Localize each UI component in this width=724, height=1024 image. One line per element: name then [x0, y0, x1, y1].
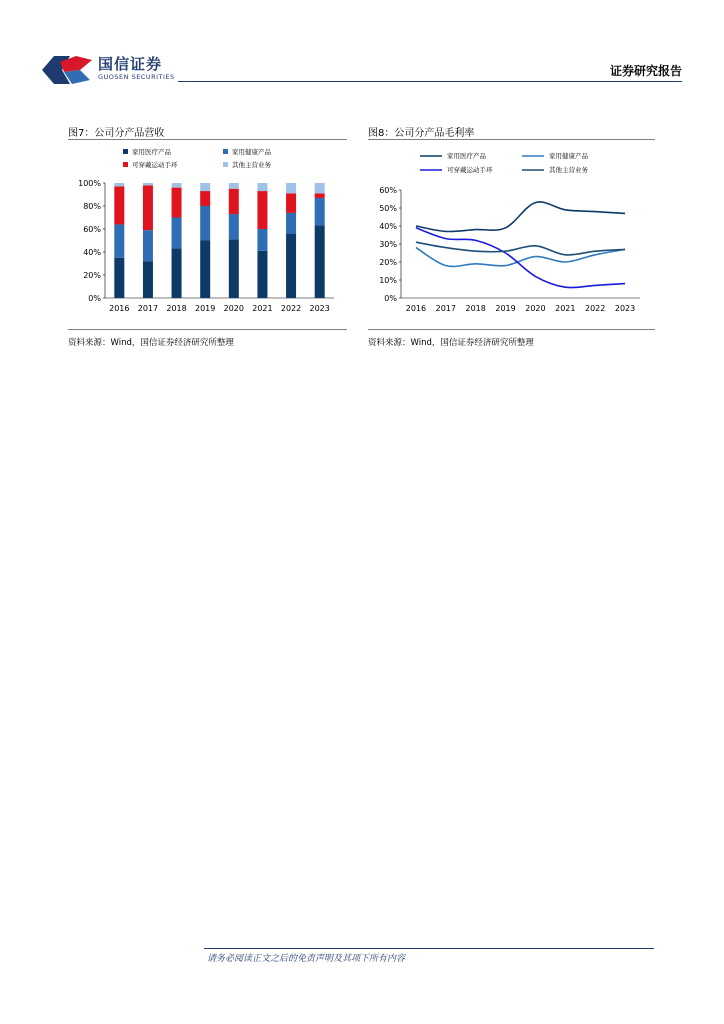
- series-line: [416, 202, 625, 232]
- bar-segment: [286, 183, 296, 193]
- x-tick-label: 2016: [109, 304, 130, 313]
- legend-label: 其他主营业务: [232, 161, 271, 169]
- bar-segment: [114, 183, 124, 186]
- x-tick-label: 2021: [555, 304, 576, 313]
- figure8-title: 图8：公司分产品毛利率: [368, 128, 475, 139]
- bar-segment: [114, 186, 124, 224]
- y-tick-label: 20%: [83, 271, 101, 280]
- y-tick-label: 10%: [379, 276, 397, 285]
- bar-segment: [200, 206, 210, 241]
- bar-segment: [172, 249, 182, 298]
- x-tick-label: 2019: [495, 304, 516, 313]
- figure7-stacked-bar-chart: [68, 142, 348, 320]
- x-tick-label: 2023: [614, 304, 636, 313]
- y-tick-label: 0%: [384, 294, 397, 303]
- legend-swatch: [223, 149, 228, 154]
- y-tick-label: 100%: [78, 179, 101, 188]
- bar-segment: [172, 218, 182, 249]
- bar-segment: [286, 213, 296, 234]
- legend-label: 家用医疗产品: [447, 152, 486, 160]
- bar-segment: [229, 189, 239, 214]
- bar-segment: [143, 230, 153, 261]
- bar-segment: [143, 183, 153, 185]
- bar-segment: [172, 183, 182, 188]
- report-type: 证券研究报告: [609, 64, 682, 78]
- footer-disclaimer: 请务必阅读正文之后的免责声明及其项下所有内容: [207, 954, 406, 964]
- logo-chinese-name: 国信证券: [98, 55, 163, 73]
- bar-segment: [257, 183, 267, 191]
- figure8-source: 资料来源：Wind，国信证券经济研究所整理: [368, 338, 534, 348]
- x-tick-label: 2019: [195, 304, 216, 313]
- bar-segment: [229, 239, 239, 298]
- legend-label: 其他主营业务: [549, 166, 588, 174]
- figure8-line-chart: [368, 142, 655, 320]
- bar-segment: [200, 191, 210, 206]
- y-tick-label: 60%: [379, 186, 397, 195]
- bar-segment: [315, 183, 325, 193]
- logo-english-name: GUOSEN SECURITIES: [98, 73, 175, 81]
- x-tick-label: 2022: [280, 304, 302, 313]
- bar-segment: [257, 229, 267, 251]
- header-divider: [178, 81, 682, 82]
- legend-swatch: [123, 162, 128, 167]
- legend-label: 家用健康产品: [232, 148, 271, 156]
- bar-segment: [315, 198, 325, 226]
- x-tick-label: 2022: [585, 304, 606, 313]
- x-tick-label: 2021: [252, 304, 273, 313]
- bar-segment: [200, 241, 210, 299]
- series-line: [416, 228, 625, 288]
- bar-segment: [286, 193, 296, 213]
- footer-divider: [204, 948, 654, 949]
- x-tick-label: 2017: [137, 304, 159, 313]
- figure7-title: 图7：公司分产品营收: [68, 128, 165, 139]
- legend-label: 可穿戴运动手环: [447, 166, 493, 174]
- bar-segment: [172, 188, 182, 218]
- legend-swatch: [223, 162, 228, 167]
- x-tick-label: 2020: [223, 304, 244, 313]
- y-tick-label: 20%: [379, 258, 397, 267]
- bar-segment: [315, 193, 325, 198]
- y-tick-label: 40%: [379, 222, 397, 231]
- y-tick-label: 60%: [83, 225, 101, 234]
- legend-label: 可穿戴运动手环: [132, 161, 178, 169]
- bar-segment: [200, 183, 210, 191]
- figure8-top-rule: [368, 139, 655, 140]
- y-tick-label: 40%: [83, 248, 101, 257]
- bar-segment: [257, 191, 267, 229]
- legend-swatch: [123, 149, 128, 154]
- x-tick-label: 2018: [465, 304, 486, 313]
- figure7-source: 资料来源：Wind，国信证券经济研究所整理: [68, 338, 234, 348]
- y-tick-label: 80%: [83, 202, 101, 211]
- bar-segment: [143, 261, 153, 298]
- bar-segment: [315, 226, 325, 298]
- x-tick-label: 2016: [405, 304, 427, 313]
- x-tick-label: 2023: [309, 304, 330, 313]
- y-tick-label: 50%: [379, 204, 397, 213]
- legend-label: 家用医疗产品: [132, 148, 171, 156]
- figure7-bottom-rule: [68, 329, 347, 330]
- bar-segment: [143, 185, 153, 230]
- bar-segment: [257, 251, 267, 298]
- series-line: [416, 242, 625, 255]
- bar-segment: [114, 224, 124, 257]
- bar-segment: [229, 214, 239, 239]
- figure8-bottom-rule: [368, 329, 655, 330]
- x-tick-label: 2017: [435, 304, 456, 313]
- legend-label: 家用健康产品: [549, 152, 588, 160]
- x-tick-label: 2018: [166, 304, 187, 313]
- bar-segment: [286, 234, 296, 298]
- figure7-top-rule: [68, 139, 347, 140]
- series-line: [416, 248, 625, 267]
- bar-segment: [229, 183, 239, 189]
- bar-segment: [114, 258, 124, 298]
- y-tick-label: 0%: [88, 294, 101, 303]
- y-tick-label: 30%: [379, 240, 397, 249]
- x-tick-label: 2020: [525, 304, 546, 313]
